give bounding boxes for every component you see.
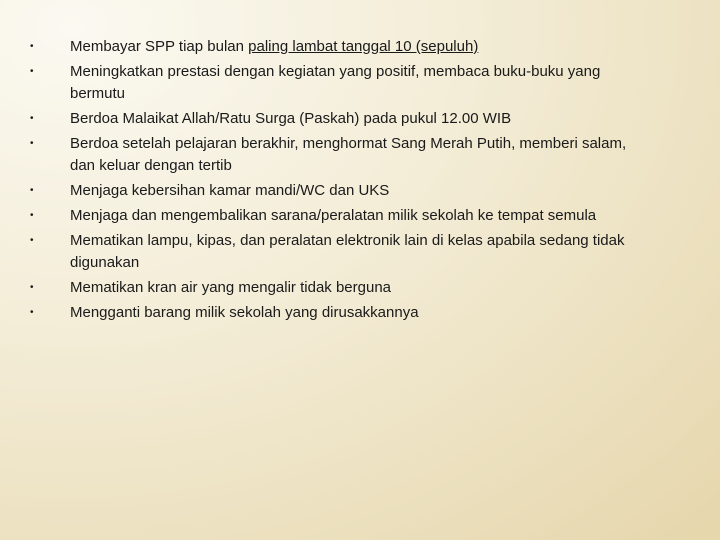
list-item	[30, 277, 670, 299]
list-item-text: Berdoa Malaikat Allah/Ratu Surga (Paskah) pada pukul 12.00 WIB	[70, 110, 512, 127]
bullet-dot-icon: •	[30, 66, 34, 77]
list-item-text: Meningkatkan prestasi dengan kegiatan yang positif, membaca buku-buku yang bermutu	[70, 63, 601, 102]
list-item	[30, 36, 670, 58]
list-item-text: Mematikan kran air yang mengalir tidak berguna	[70, 279, 391, 296]
list-item-text: Berdoa setelah pelajaran berakhir, menghormat Sang Merah Putih, memberi salam, dan keluar dengan tertib	[70, 135, 627, 174]
list-item	[30, 205, 670, 227]
bullet-dot-icon: •	[30, 113, 34, 124]
list-item-text-plain: Membayar SPP tiap bulan	[70, 38, 249, 55]
list-item-text: Mematikan lampu, kipas, dan peralatan elektronik lain di kelas apabila sedang tidak digunakan	[70, 232, 625, 271]
bullet-dot-icon: •	[30, 235, 34, 246]
bullet-dot-icon: •	[30, 210, 34, 221]
list-item-text: Menjaga dan mengembalikan sarana/peralatan milik sekolah ke tempat semula	[70, 207, 597, 224]
list-item	[30, 133, 670, 177]
list-item-text-underlined: paling lambat tanggal 10 (sepuluh)	[248, 38, 479, 55]
list-item-text: Menjaga kebersihan kamar mandi/WC dan UKS	[70, 182, 390, 199]
list-item	[30, 180, 670, 202]
list-item	[30, 302, 670, 324]
list-item	[30, 108, 670, 130]
bullet-dot-icon: •	[30, 282, 34, 293]
list-item	[30, 61, 670, 105]
bullet-dot-icon: •	[30, 307, 34, 318]
list-item	[30, 230, 670, 274]
bullet-dot-icon: •	[30, 138, 34, 149]
list-item-text: Mengganti barang milik sekolah yang dirusakkannya	[70, 304, 419, 321]
list-item-text	[70, 36, 670, 58]
rules-list	[30, 36, 670, 327]
bullet-dot-icon: •	[30, 185, 34, 196]
bullet-dot-icon: •	[30, 41, 34, 52]
